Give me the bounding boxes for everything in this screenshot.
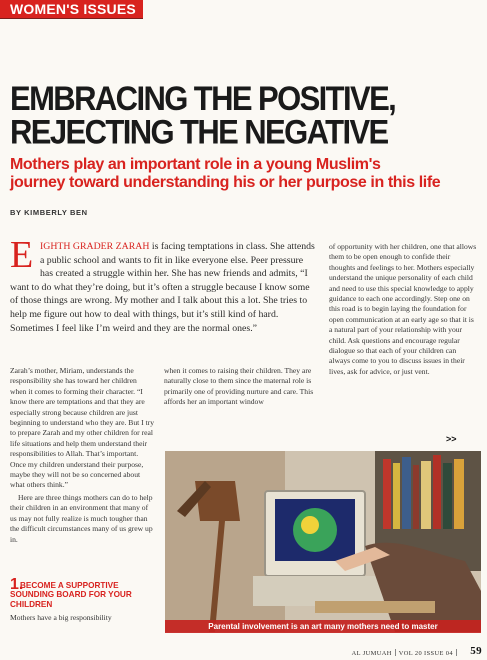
- photo-illustration: [165, 451, 481, 632]
- body-column-2: [164, 366, 319, 408]
- drop-cap-spacer: [10, 240, 40, 280]
- photo-keyboard-area: [315, 601, 435, 613]
- photo-book: [433, 455, 441, 529]
- section-label: WOMEN'S ISSUES: [10, 1, 136, 17]
- drop-cap: E: [10, 234, 34, 276]
- subhead-line-2: journey toward understanding his or her purpose in this life: [10, 174, 441, 191]
- body-column-1: [10, 366, 155, 545]
- headline-line-2: REJECTING THE NEGATIVE: [10, 112, 388, 152]
- tip-title: BECOME A SUPPORTIVE SOUNDING BOARD FOR YOUR CHILDREN: [10, 581, 132, 609]
- photo-book: [413, 465, 419, 529]
- photo-caption: Parental involvement is an art many mothers need to master: [165, 620, 481, 633]
- photo-book: [454, 459, 464, 529]
- body-paragraph: of opportunity with her children, one that allows them to be open enough to confide their thoughts and feelings to her. Mothers especially understand the unique personality of each child and need to use this special knowledge to apply guidance to each one accordingly. Step one on this road is to begin laying the foundation for open communication at an early age so that it is a natural part of your relationship with your child. Ask questions and encourage regular dialogue so that each of your children can always come to you to discuss issues in their lives, ask for advice, or just vent.: [329, 242, 477, 376]
- subhead-line-1: Mothers play an important role in a young Muslim's: [10, 156, 381, 173]
- photo-book: [421, 461, 431, 529]
- lede-paragraph: [10, 240, 316, 335]
- tip-number: 1.: [10, 576, 24, 593]
- lede-lead-in: IGHTH GRADER ZARAH: [40, 241, 150, 252]
- article-photo: [165, 451, 481, 632]
- continue-arrow-icon: >>: [446, 434, 457, 444]
- body-paragraph: Here are three things mothers can do to help their children in an environment that many of us may not fully realize is much tougher than the difficult circumstances many of us grew up in.: [10, 492, 153, 544]
- folio-text: [352, 649, 460, 657]
- body-paragraph: Zarah’s mother, Miriam, understands the responsibility she has toward her children when it comes to forming their character. “I know there are temptations and that they are especially strong because children are just beginning to understand who they are. But I try to prepare Zarah and my other children for real life situations and help them understand their responsibilities to Allah. That’s important. Once my children understand their purpose, maybe they will not be so concerned about what others think.”: [10, 366, 155, 490]
- byline: BY KIMBERLY BEN: [10, 208, 88, 217]
- folio-volume: VOL 20: [398, 650, 423, 657]
- folio-issue: ISSUE 04: [424, 650, 453, 657]
- folio-magazine: AL JUMUAH: [351, 650, 392, 657]
- folio-divider: [395, 649, 396, 656]
- body-column-3: [329, 242, 477, 377]
- tip-text: Mothers have a big responsibility: [10, 613, 112, 622]
- headline-line-1: EMBRACING THE POSITIVE,: [10, 78, 396, 118]
- page-folio: [312, 645, 482, 659]
- photo-book: [402, 457, 411, 529]
- page-number: 59: [470, 645, 482, 657]
- photo-book: [383, 459, 391, 529]
- photo-book: [443, 463, 452, 529]
- section-tag-rule: [0, 18, 143, 19]
- folio-divider: [456, 649, 457, 656]
- lede-text: is facing temptations in class. She attends a public school and wants to fit in like everyone else. Peer pressure has created a struggle within her. She has new friends and admits, “I want to do what they’re doing, but it’s often a struggle because I know some of those things are wrong. My mother and I talk about this a lot. She tries to help me figure out how to deal with things, but it’s still kind of hard. Sometimes I feel like I’m weird and they are the normal ones.”: [10, 241, 315, 334]
- body-paragraph: when it comes to raising their children. They are naturally close to them since the maternal role is primarily one of providing nurture and care. This affords her an important window: [164, 366, 314, 407]
- photo-book: [393, 463, 400, 529]
- photo-screen-highlight: [301, 516, 319, 534]
- subhead: [10, 156, 480, 192]
- section-tag: [0, 0, 143, 18]
- headline: [10, 78, 480, 152]
